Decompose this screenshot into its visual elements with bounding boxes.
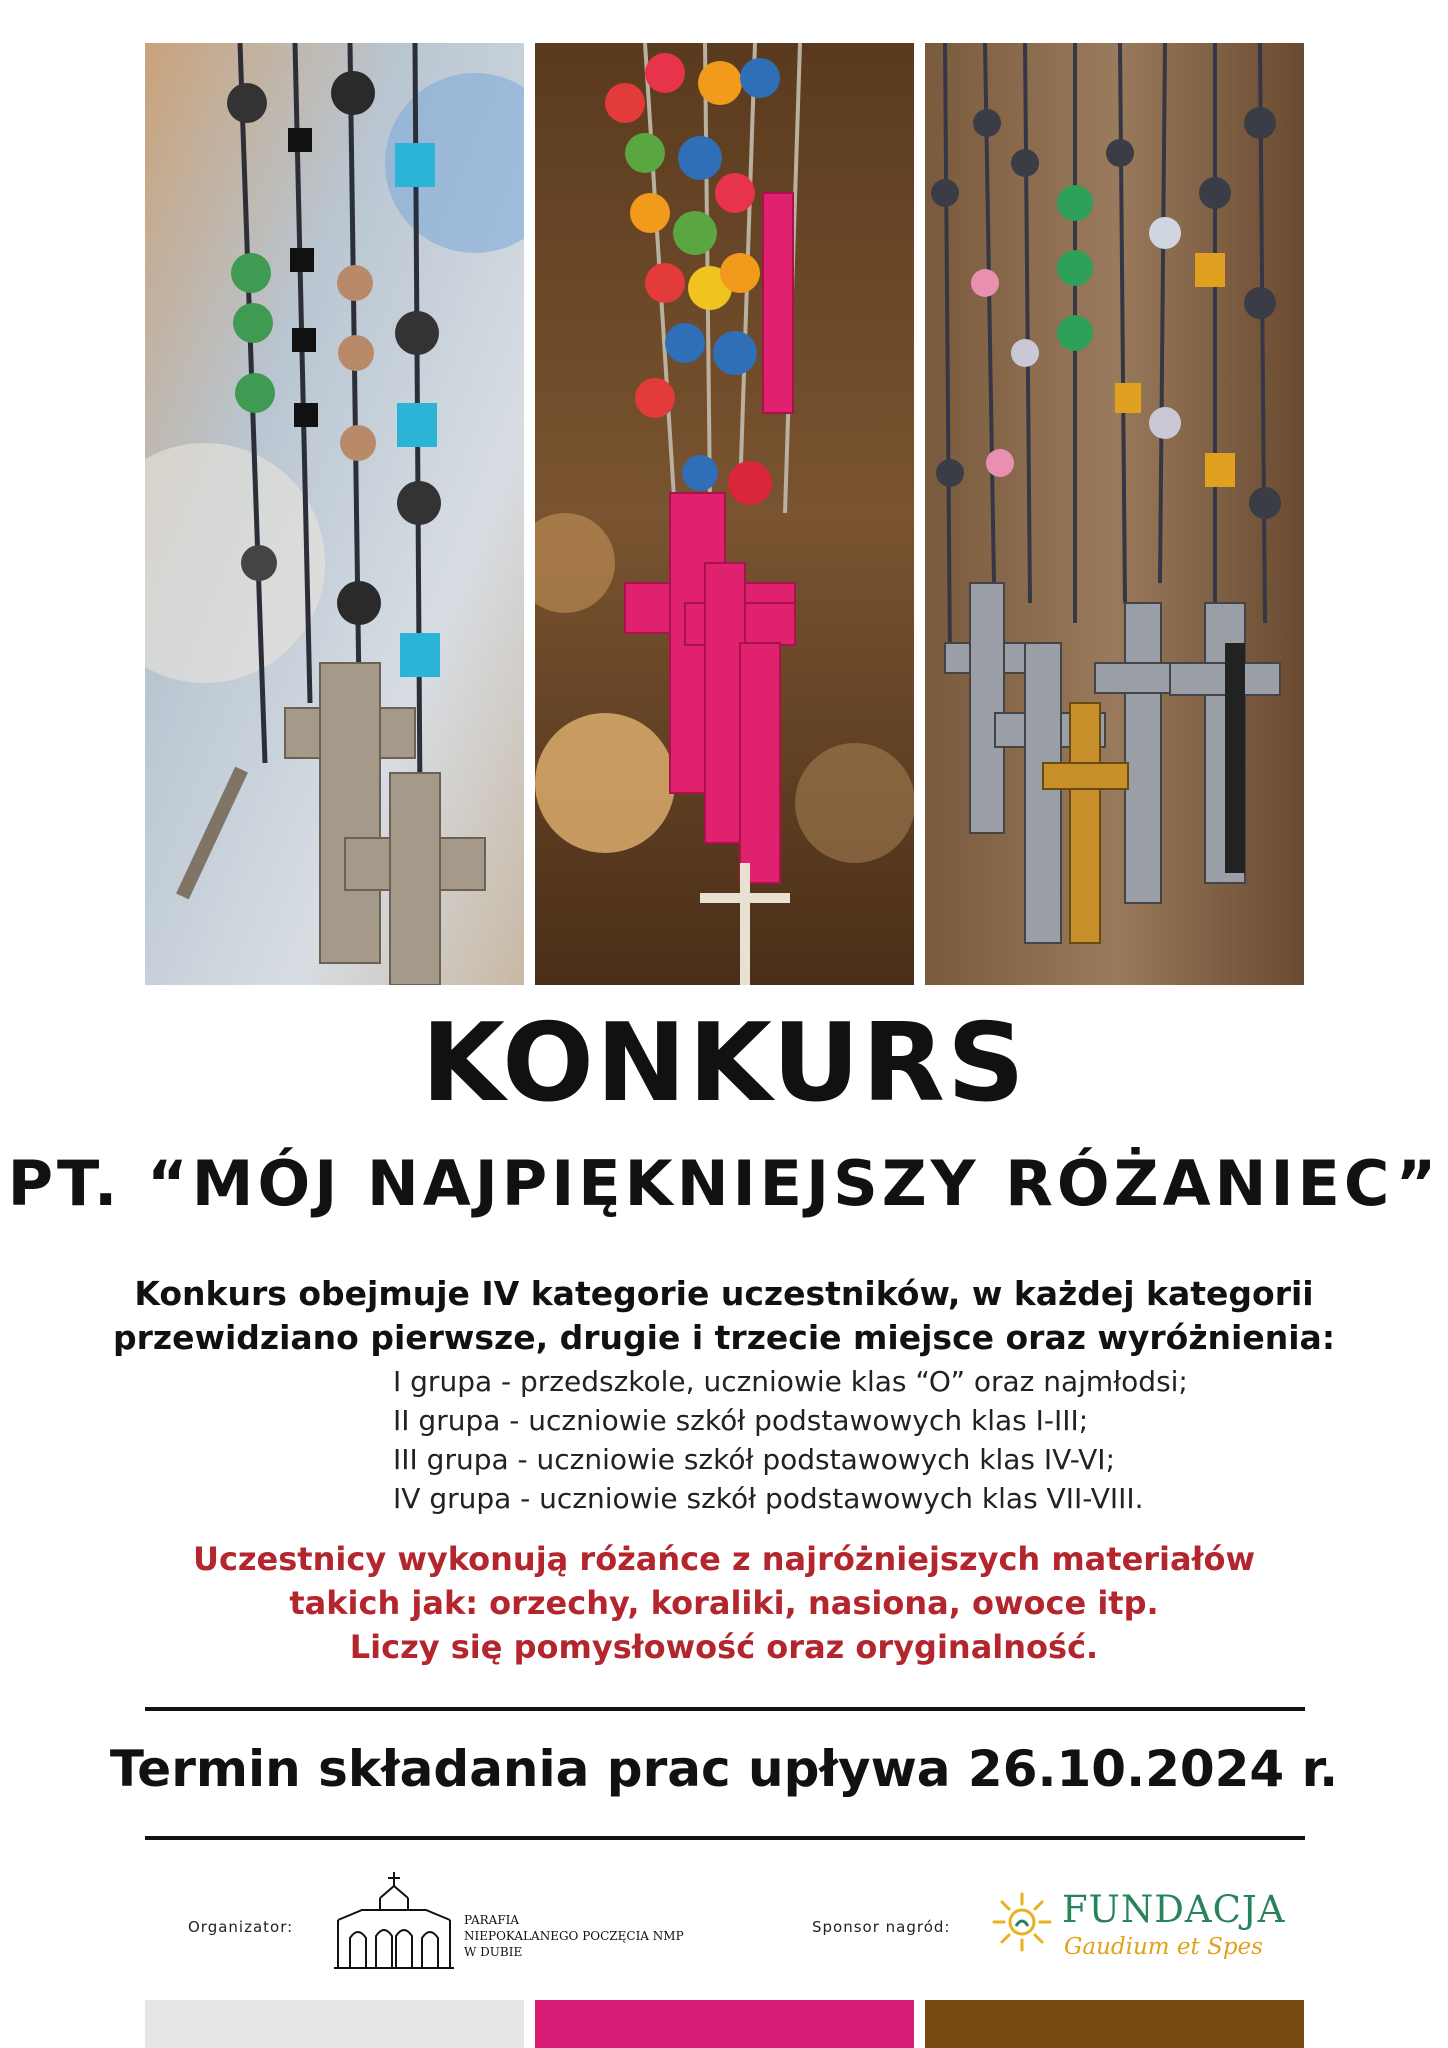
parish-logo [332, 1870, 692, 1970]
category-item: II grupa - uczniowie szkół podstawowych klas I-III; [393, 1404, 1089, 1437]
category-item: III grupa - uczniowie szkół podstawowych klas IV-VI; [393, 1443, 1115, 1476]
intro-line: Konkurs obejmuje IV kategorie uczestników, w każdej kategorii [134, 1274, 1314, 1313]
category-item: I grupa - przedszkole, uczniowie klas “O” oraz najmłodsi; [393, 1365, 1188, 1398]
parish-line: NIEPOKALANEGO POCZĘCIA NMP [464, 1929, 684, 1943]
parish-line: PARAFIA [464, 1913, 520, 1927]
category-list [393, 1362, 1293, 1518]
color-bar-brown [925, 2000, 1304, 2048]
rosary-photo-metal-crucifixes [925, 43, 1304, 985]
photo-collage [145, 43, 1305, 985]
color-bar-magenta [535, 2000, 914, 2048]
note-line: Liczy się pomysłowość oraz oryginalność. [349, 1628, 1099, 1666]
sun-icon [990, 1890, 1054, 1954]
intro-line: przewidziano pierwsze, drugie i trzecie miejsce oraz wyróżnienia: [112, 1318, 1336, 1357]
parish-name [464, 1912, 704, 1960]
category-item: IV grupa - uczniowie szkół podstawowych klas VII-VIII. [393, 1482, 1144, 1515]
intro-text [100, 1272, 1348, 1360]
materials-note [100, 1537, 1348, 1669]
sponsor-name: FUNDACJA [1062, 1888, 1286, 1931]
organizer-label: Organizator: [188, 1918, 294, 1936]
rosary-photo-pink-cross [535, 43, 914, 985]
color-bar-gray [145, 2000, 524, 2048]
note-line: takich jak: orzechy, koraliki, nasiona, owoce itp. [289, 1584, 1159, 1622]
sponsor-label: Sponsor nagród: [812, 1918, 951, 1936]
contest-subtitle: PT. “MÓJ NAJPIĘKNIEJSZY RÓŻANIEC” [7, 1147, 1441, 1220]
divider [145, 1836, 1305, 1840]
divider [145, 1707, 1305, 1711]
parish-line: W DUBIE [464, 1945, 523, 1959]
fundacja-logo [990, 1888, 1310, 1968]
note-line: Uczestnicy wykonują różańce z najróżniejszych materiałów [192, 1540, 1256, 1578]
rosary-photo-blue-beads [145, 43, 524, 985]
contest-title: KONKURS [421, 1001, 1027, 1126]
sponsor-subtitle: Gaudium et Spes [1064, 1934, 1263, 1960]
deadline-text: Termin składania prac upływa 26.10.2024 r. [109, 1740, 1339, 1798]
church-icon [332, 1870, 456, 1970]
